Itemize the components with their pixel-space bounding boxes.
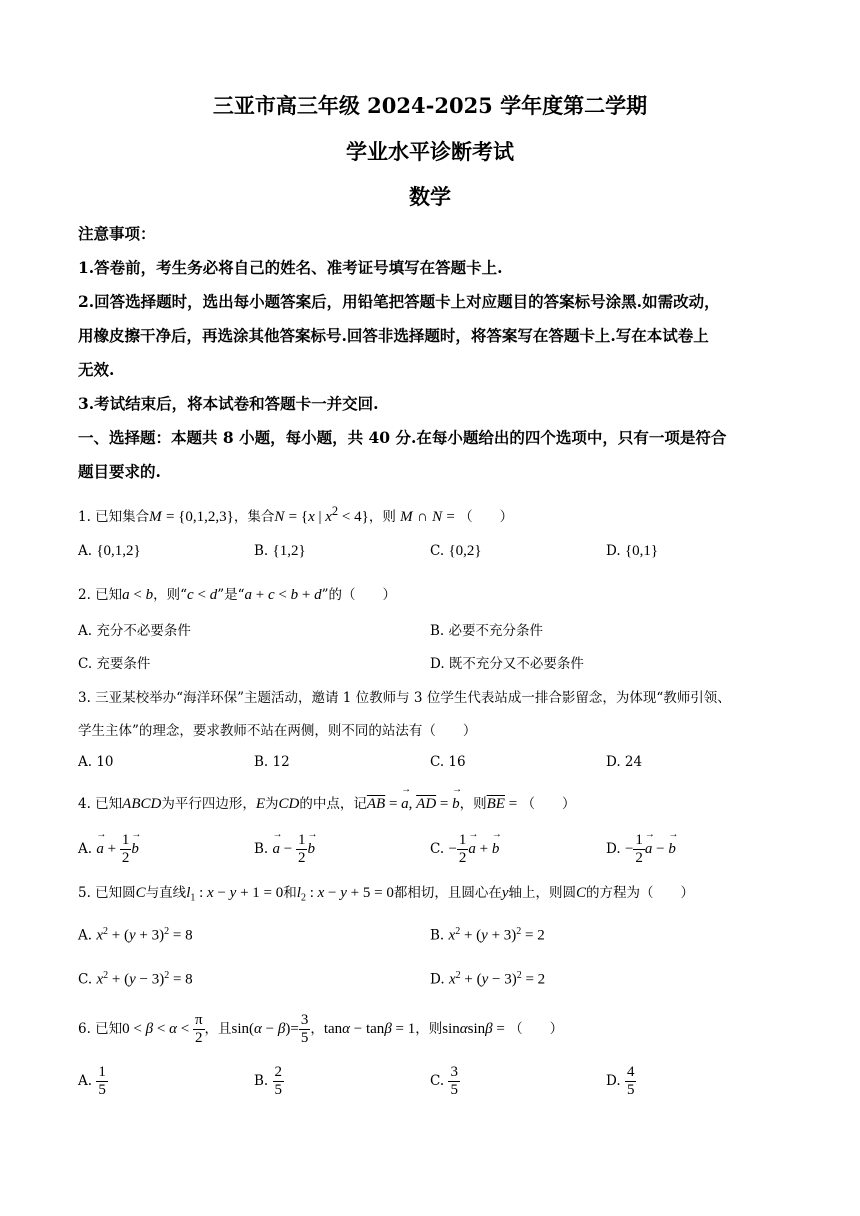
q4-option-c[interactable]: C. − $\frac{1}{2}$ → a + → b xyxy=(430,832,499,867)
notice-item-3: 3.考试结束后，将本试卷和答题卡一并交回. xyxy=(78,394,379,413)
question-4: 4. 已知ABCD为平行四边形，E为CD的中点，记$\overline{AB}$ = → a, $\overline{AD}$ = → b，则$\overline{BE}$ = （ ） xyxy=(78,792,575,813)
question-2: 2. 已知a < b，则“c < d”是“a + c < b + d”的（ ） xyxy=(78,587,396,603)
q1-option-b[interactable]: B. {1,2} xyxy=(254,543,306,559)
q2-option-a[interactable]: A. 充分不必要条件 xyxy=(78,623,191,639)
q1-option-d[interactable]: D. {0,1} xyxy=(606,543,659,559)
section-heading-line2: 题目要求的. xyxy=(78,462,161,481)
q3-option-d[interactable]: D. 24 xyxy=(606,754,643,770)
notice-item-2-line3: 无效. xyxy=(78,360,115,379)
q3-option-a[interactable]: A. 10 xyxy=(78,754,114,770)
q2-option-d[interactable]: D. 既不充分又不必要条件 xyxy=(430,656,584,672)
q2-option-b[interactable]: B. 必要不充分条件 xyxy=(430,623,544,639)
section-heading-line1: 一、选择题：本题共 8 小题，每小题，共 40 分.在每小题给出的四个选项中，只有一项是符合 xyxy=(78,428,727,447)
q4-option-b[interactable]: B. → a − $\frac{1}{2}$ → b xyxy=(254,832,315,867)
notice-item-1: 1.答卷前，考生务必将自己的姓名、准考证号填写在答题卡上. xyxy=(78,258,503,277)
q5-option-c[interactable]: C. $x^2 + (y - 3)^2 = 8$ xyxy=(78,970,193,988)
q1-option-c[interactable]: C. {0,2} xyxy=(430,543,482,559)
q2-option-c[interactable]: C. 充要条件 xyxy=(78,656,151,672)
question-6: 6. 已知0 < β < α < $\frac{\pi}{2}$ ，且sin(α − β)= $\frac{3}{5}$ ，tanα − tanβ = 1，则sinαsinβ = （ ） xyxy=(78,1012,564,1046)
q6-option-b[interactable]: B. $\frac{2}{5}$ xyxy=(254,1064,283,1098)
notice-item-2-line2: 用橡皮擦干净后，再选涂其他答案标号.回答非选择题时，将答案写在答题卡上.写在本试卷上 xyxy=(78,326,709,345)
q5-option-a[interactable]: A. $x^2 + (y + 3)^2 = 8$ xyxy=(78,926,193,944)
notice-heading: 注意事项： xyxy=(78,224,156,243)
q6-option-a[interactable]: A. $\frac{1}{5}$ xyxy=(78,1064,106,1098)
exam-title-line2: 学业水平诊断考试 xyxy=(346,139,514,164)
q3-option-c[interactable]: C. 16 xyxy=(430,754,466,770)
question-3-line2: 学生主体”的理念，要求教师不站在两侧，则不同的站法有（ ） xyxy=(78,723,477,739)
exam-subject: 数学 xyxy=(409,184,451,209)
q5-option-b[interactable]: B. $x^2 + (y + 3)^2 = 2$ xyxy=(430,926,545,944)
question-5: 5. 已知圆C与直线$l_1$ : x − y + 1 = 0和$l_2$ : x − y + 5 = 0都相切，且圆心在y轴上，则圆C的方程为（ ） xyxy=(78,885,695,904)
question-3-line1: 3. 三亚某校举办“海洋环保”主题活动，邀请 1 位教师与 3 位学生代表站成一排合影留念，为体现“教师引领、 xyxy=(78,690,731,706)
exam-title-line1: 三亚市高三年级 2024-2025 学年度第二学期 xyxy=(212,93,648,118)
notice-item-2-line1: 2.回答选择题时，选出每小题答案后，用铅笔把答题卡上对应题目的答案标号涂黑.如需改动， xyxy=(78,292,720,311)
q6-option-c[interactable]: C. $\frac{3}{5}$ xyxy=(430,1064,458,1098)
question-1: 1. 已知集合M = {0,1,2,3}，集合N = {x | $x^2 < 4$}，则 M ∩ N = （ ） xyxy=(78,504,514,525)
q6-option-d[interactable]: D. $\frac{4}{5}$ xyxy=(606,1064,635,1098)
q4-option-a[interactable]: A. → a + $\frac{1}{2}$ → b xyxy=(78,832,139,867)
q4-option-d[interactable]: D. − $\frac{1}{2}$ → a − → b xyxy=(606,832,676,867)
q3-option-b[interactable]: B. 12 xyxy=(254,754,290,770)
q5-option-d[interactable]: D. $x^2 + (y - 3)^2 = 2$ xyxy=(430,970,546,988)
q1-option-a[interactable]: A. {0,1,2} xyxy=(78,543,141,559)
